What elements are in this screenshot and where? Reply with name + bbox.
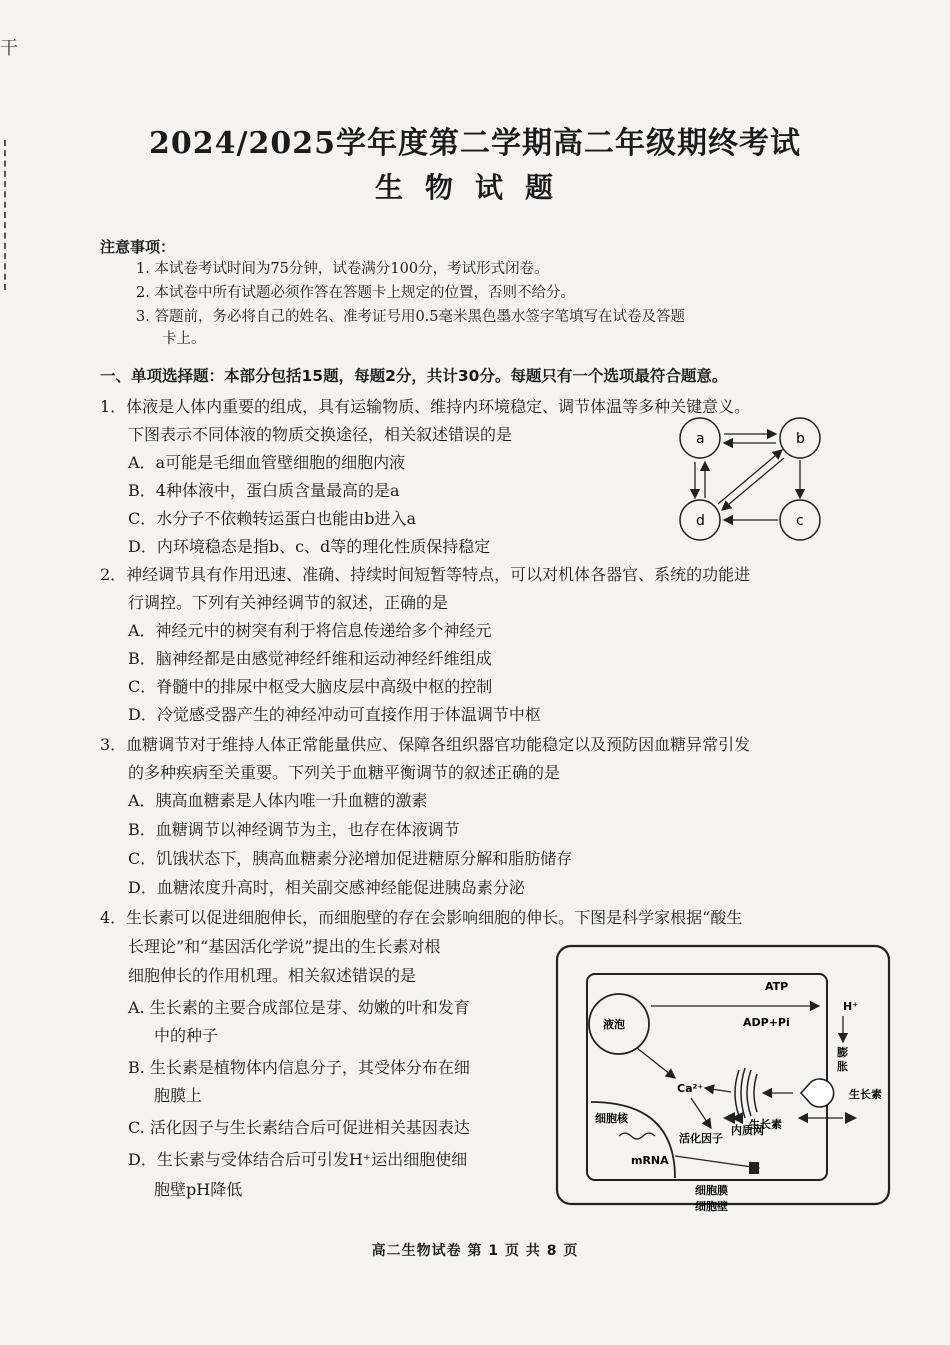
notice-item: 卡上。	[162, 331, 206, 347]
q2-option-c: C．脊髓中的排尿中枢受大脑皮层中高级中枢的控制	[128, 677, 493, 696]
q3-option-d: D．血糖浓度升高时，相关副交感神经能促进胰岛素分泌	[128, 878, 525, 897]
node-d: d	[696, 513, 705, 529]
q1-option-c: C．水分子不依赖转运蛋白也能由b进入a	[128, 509, 417, 528]
q4-option-a: A. 生长素的主要合成部位是芽、幼嫩的叶和发育	[128, 998, 470, 1017]
er-label: 内质网	[731, 1124, 764, 1137]
q1-option-a: A．a可能是毛细血管壁细胞的细胞内液	[128, 453, 406, 472]
q4-option-d: D．生长素与受体结合后可引发H⁺运出细胞使细	[128, 1150, 468, 1169]
auxin-mechanism-diagram	[555, 942, 905, 1212]
q4-option-a-cont: 中的种子	[154, 1026, 219, 1045]
atp-label: ATP	[765, 980, 789, 993]
q4-option-c: C. 活化因子与生长素结合后可促进相关基因表达	[128, 1118, 470, 1137]
q1-option-d: D．内环境稳态是指b、c、d等的理化性质保持稳定	[128, 537, 491, 556]
q3-option-a: A．胰高血糖素是人体内唯一升血糖的激素	[128, 791, 428, 810]
wall-label: 细胞壁	[695, 1200, 728, 1212]
q2-option-b: B．脑神经都是由感觉神经纤维和运动神经纤维组成	[128, 649, 492, 668]
q4-stem: 细胞伸长的作用机理。相关叙述错误的是	[128, 966, 417, 985]
membrane-label: 细胞膜	[695, 1184, 728, 1197]
q2-option-d: D．冷觉感受器产生的神经冲动可直接作用于体温调节中枢	[128, 705, 541, 724]
q3-stem: 的多种疾病至关重要。下列关于血糖平衡调节的叙述正确的是	[128, 763, 561, 782]
q3-option-c: C．饥饿状态下，胰高血糖素分泌增加促进糖原分解和脂肪储存	[128, 849, 573, 868]
page-footer: 高二生物试卷 第 1 页 共 8 页	[371, 1243, 579, 1259]
body-fluid-diagram	[670, 414, 840, 544]
q1-option-b: B．4种体液中，蛋白质含量最高的是a	[128, 481, 400, 500]
section-heading: 一、单项选择题：本部分包括15题，每题2分，共计30分。每题只有一个选项最符合题意。	[100, 367, 728, 385]
notice-item: 2. 本试卷中所有试题必须作答在答题卡上规定的位置，否则不给分。	[136, 285, 575, 301]
auxin-inside-label: 生长素	[749, 1118, 782, 1131]
q4-stem: 4．生长素可以促进细胞伸长，而细胞壁的存在会影响细胞的伸长。下图是科学家根据“酸生	[100, 908, 743, 927]
swell-label-1: 膨	[837, 1046, 848, 1059]
q1-stem: 下图表示不同体液的物质交换途径，相关叙述错误的是	[128, 425, 513, 444]
notice-item: 1. 本试卷考试时间为75分钟，试卷满分100分，考试形式闭卷。	[136, 261, 549, 277]
ca-label: Ca²⁺	[677, 1082, 704, 1095]
swell-label-2: 胀	[837, 1060, 848, 1073]
q2-stem: 行调控。下列有关神经调节的叙述，正确的是	[128, 593, 449, 612]
vacuole-label: 液泡	[603, 1018, 625, 1031]
hplus-label: H⁺	[843, 1000, 859, 1013]
q4-stem: 长理论”和“基因活化学说”提出的生长素对根	[128, 937, 441, 956]
nucleus-label: 细胞核	[595, 1112, 628, 1125]
exam-title: 2024/2025学年度第二学期高二年级期终考试	[149, 126, 801, 161]
node-a: a	[696, 431, 705, 447]
notice-item: 3. 答题前，务必将自己的姓名、准考证号用0.5毫米黑色墨水签字笔填写在试卷及答题	[136, 309, 686, 325]
binding-line	[4, 140, 6, 290]
node-b: b	[796, 431, 805, 447]
adp-label: ADP+Pi	[743, 1016, 790, 1029]
q2-stem: 2．神经调节具有作用迅速、准确、持续时间短暂等特点，可以对机体各器官、系统的功能进	[100, 565, 751, 584]
q3-stem: 3．血糖调节对于维持人体正常能量供应、保障各组织器官功能稳定以及预防因血糖异常引发	[100, 735, 751, 754]
exam-subtitle: 生物试题	[374, 171, 575, 204]
factor-label: 活化因子	[679, 1132, 723, 1145]
q1-stem: 1．体液是人体内重要的组成，具有运输物质、维持内环境稳定、调节体温等多种关键意义。	[100, 397, 751, 416]
edge-mark: 干	[0, 38, 18, 59]
q3-option-b: B．血糖调节以神经调节为主，也存在体液调节	[128, 820, 460, 839]
q2-option-a: A．神经元中的树突有利于将信息传递给多个神经元	[128, 621, 492, 640]
q4-option-b-cont: 胞膜上	[154, 1086, 203, 1105]
node-c: c	[796, 513, 804, 529]
mrna-label: mRNA	[631, 1154, 669, 1167]
q4-option-b: B. 生长素是植物体内信息分子，其受体分布在细	[128, 1058, 470, 1077]
notice-heading: 注意事项：	[100, 238, 176, 256]
q4-option-d-cont: 胞壁pH降低	[154, 1180, 243, 1199]
auxin-outside-label: 生长素	[849, 1088, 882, 1101]
